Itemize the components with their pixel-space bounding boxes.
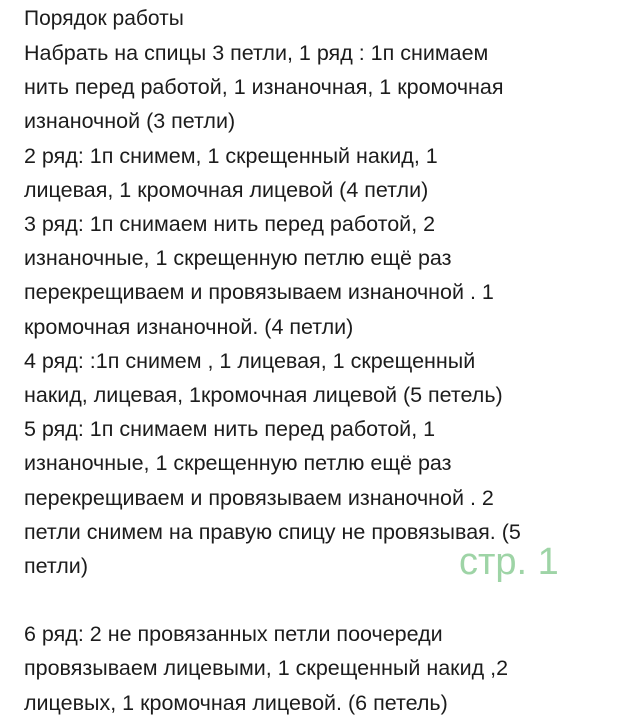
text-line: кромочная изнаночной. (4 петли) bbox=[24, 314, 354, 339]
text-line: 3 ряд: 1п снимаем нить перед работой, 2 bbox=[24, 212, 436, 237]
page-number-label: стр. 1 bbox=[459, 541, 559, 583]
text-line: петли) bbox=[24, 554, 88, 579]
text-line: накид, лицевая, 1кромочная лицевой (5 петель) bbox=[24, 383, 503, 408]
document-body bbox=[24, 0, 624, 720]
text-line: провязываем лицевыми, 1 скрещенный накид ,2 bbox=[24, 656, 509, 681]
text-line: 4 ряд: :1п снимем , 1 лицевая, 1 скрещенный bbox=[24, 348, 476, 373]
text-line: 2 ряд: 1п снимем, 1 скрещенный накид, 1 bbox=[24, 143, 438, 168]
text-line: петли снимем на правую спицу не провязывая. (5 bbox=[24, 519, 521, 544]
text-line: изнаночные, 1 скрещенную петлю ещё раз bbox=[24, 451, 452, 476]
paragraph-gap bbox=[24, 583, 624, 617]
text-line: лицевых, 1 кромочная лицевой. (6 петель) bbox=[24, 690, 448, 715]
text-line: лицевая, 1 кромочная лицевой (4 петли) bbox=[24, 177, 429, 202]
text-line: изнаночные, 1 скрещенную петлю ещё раз bbox=[24, 246, 452, 271]
document-heading: Порядок работы bbox=[24, 7, 184, 30]
text-line: перекрещиваем и провязываем изнаночной . 2 bbox=[24, 485, 494, 510]
text-line: перекрещиваем и провязываем изнаночной . 1 bbox=[24, 280, 494, 305]
text-line: Набрать на спицы 3 петли, 1 ряд : 1п снимаем bbox=[24, 41, 489, 65]
text-line: нить перед работой, 1 изнаночная, 1 кромочная bbox=[24, 75, 504, 100]
text-line: изнаночной (3 петли) bbox=[24, 109, 236, 134]
text-line: 5 ряд: 1п снимаем нить перед работой, 1 bbox=[24, 417, 436, 442]
text-line: 6 ряд: 2 не провязанных петли поочереди bbox=[24, 622, 443, 647]
